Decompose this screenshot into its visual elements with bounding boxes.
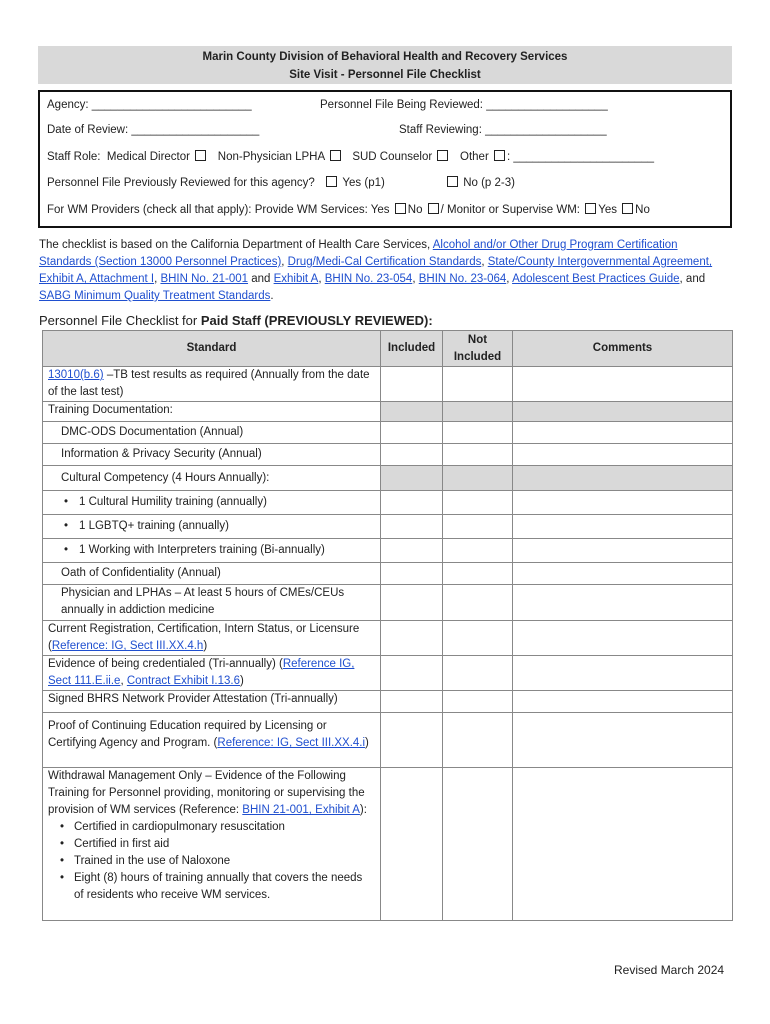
table-row	[43, 491, 733, 515]
list-item: • Certified in cardiopulmonary resuscitation	[74, 819, 375, 836]
standard-text: )	[365, 737, 369, 749]
role-md-checkbox[interactable]	[195, 150, 206, 161]
standard-cell	[43, 539, 381, 563]
standard-cell	[43, 713, 381, 768]
intro-text: ,	[481, 256, 488, 268]
included-cell[interactable]	[381, 422, 443, 444]
included-cell[interactable]	[381, 491, 443, 515]
link-medi-cal-standards[interactable]: Drug/Medi-Cal Certification Standards	[287, 256, 482, 268]
intro-text: and	[248, 273, 274, 285]
agency-field[interactable]: Agency: _________________________	[47, 99, 252, 111]
not-included-cell[interactable]	[443, 539, 513, 563]
link-13010[interactable]: 13010(b.6)	[48, 369, 104, 381]
standard-cell: Cultural Competency (4 Hours Annually):	[43, 466, 381, 491]
included-cell[interactable]	[381, 444, 443, 466]
bullet-icon: •	[63, 496, 69, 508]
not-included-cell[interactable]	[443, 444, 513, 466]
standard-cell	[43, 367, 381, 402]
comments-cell[interactable]	[513, 621, 733, 656]
standard-text: 1 Working with Interpreters training (Bi-annually)	[79, 544, 325, 556]
included-cell[interactable]	[381, 563, 443, 585]
role-sud-label: SUD Counselor	[352, 151, 433, 163]
wm-training-list	[48, 819, 375, 904]
standard-cell: Training Documentation:	[43, 402, 381, 422]
standard-cell	[43, 491, 381, 515]
table-row	[43, 402, 733, 422]
comments-cell[interactable]	[513, 768, 733, 921]
standard-cell	[43, 768, 381, 921]
document-header	[38, 46, 732, 84]
info-box	[38, 90, 732, 228]
prev-yes-label: Yes (p1)	[342, 177, 385, 189]
link-exhibit-a[interactable]: Exhibit A	[273, 273, 319, 285]
table-row	[43, 563, 733, 585]
link-certification-standards[interactable]: Alcohol and/or Other Drug Program Certification Standards (Section 13000 Personnel Practices)	[39, 239, 678, 268]
intro-text: ,	[318, 273, 325, 285]
staff-reviewing-field[interactable]: Staff Reviewing: ___________________	[399, 124, 607, 136]
not-included-cell[interactable]	[443, 515, 513, 539]
not-included-cell[interactable]	[443, 422, 513, 444]
date-review-field[interactable]: Date of Review: ____________________	[47, 124, 260, 136]
list-item: • Certified in first aid	[74, 836, 375, 853]
standard-text: Proof of Continuing Education required by Licensing or Certifying Agency and Program. (	[48, 720, 327, 749]
intro-text: ,	[281, 256, 288, 268]
wm-yes-checkbox[interactable]	[395, 203, 406, 214]
link-ig-sect-111[interactable]: Reference IG, Sect 111.E.ii.e	[48, 658, 355, 687]
table-row	[43, 466, 733, 491]
staff-role-row	[47, 150, 654, 163]
standard-cell	[43, 515, 381, 539]
standard-text: Current Registration, Certification, Intern Status, or Licensure (	[48, 623, 360, 652]
intro-paragraph	[39, 237, 729, 305]
standard-text: ):	[359, 804, 367, 816]
table-row	[43, 621, 733, 656]
bullet-icon: •	[63, 520, 69, 532]
list-item: • Eight (8) hours of training annually that covers the needs of residents who receive WM services.	[74, 870, 375, 904]
link-contract-exhibit[interactable]: Contract Exhibit I.13.6	[126, 675, 240, 687]
table-row	[43, 585, 733, 621]
included-cell	[381, 402, 443, 422]
link-ig-sect-iii-xx-4h[interactable]: Reference: IG, Sect III.XX.4.h	[51, 640, 204, 652]
comments-cell[interactable]	[513, 563, 733, 585]
not-included-cell[interactable]	[443, 768, 513, 921]
wm-monitor-label: / Monitor or Supervise WM:	[440, 204, 580, 216]
intro-text: ,	[154, 273, 161, 285]
comments-cell[interactable]	[513, 367, 733, 402]
link-bhin-23-064[interactable]: BHIN No. 23-064	[418, 273, 507, 285]
link-ig-sect-iii-xx-4i[interactable]: Reference: IG, Sect III.XX.4.i	[217, 737, 366, 749]
comments-cell[interactable]	[513, 422, 733, 444]
not-included-cell[interactable]	[443, 367, 513, 402]
included-cell[interactable]	[381, 621, 443, 656]
wm-monitor-yes-checkbox[interactable]	[585, 203, 596, 214]
wm-no-checkbox[interactable]	[428, 203, 439, 214]
staff-role-label: Staff Role:	[47, 151, 101, 163]
table-row	[43, 367, 733, 402]
standard-cell	[43, 656, 381, 691]
link-sabg-standards[interactable]: SABG Minimum Quality Treatment Standards	[39, 290, 271, 302]
table-row	[43, 691, 733, 713]
wm-monitor-no-label: No	[635, 204, 650, 216]
revised-date: Revised March 2024	[614, 963, 725, 977]
prev-reviewed-row	[47, 176, 385, 189]
comments-cell[interactable]	[513, 444, 733, 466]
comments-cell	[513, 466, 733, 491]
col-comments: Comments	[513, 331, 733, 367]
intro-text: The checklist is based on the California Department of Health Care Services,	[39, 239, 433, 251]
link-bhin-21-001[interactable]: BHIN No. 21-001	[160, 273, 249, 285]
col-not-included: Not Included	[443, 331, 513, 367]
included-cell[interactable]	[381, 367, 443, 402]
standard-cell	[43, 621, 381, 656]
wm-label: For WM Providers (check all that apply): Provide WM Services: Yes	[47, 204, 390, 216]
checklist-table	[42, 330, 733, 921]
not-included-cell[interactable]	[443, 656, 513, 691]
not-included-cell	[443, 466, 513, 491]
link-bhin-21-001-exhibit-a[interactable]: BHIN 21-001, Exhibit A	[242, 804, 360, 816]
standard-cell: DMC-ODS Documentation (Annual)	[43, 422, 381, 444]
not-included-cell[interactable]	[443, 691, 513, 713]
intro-text: .	[270, 290, 274, 302]
included-cell[interactable]	[381, 713, 443, 768]
standard-cell: Information & Privacy Security (Annual)	[43, 444, 381, 466]
comments-cell[interactable]	[513, 585, 733, 621]
table-row	[43, 713, 733, 768]
role-sud-checkbox[interactable]	[437, 150, 448, 161]
wm-no-label: No	[407, 204, 423, 216]
not-included-cell[interactable]	[443, 621, 513, 656]
standard-text: )	[203, 640, 208, 652]
not-included-cell	[443, 402, 513, 422]
bullet-icon: •	[63, 544, 69, 556]
section-title	[39, 313, 433, 328]
table-row	[43, 422, 733, 444]
standard-text: Evidence of being credentialed (Tri-annually) (	[48, 658, 283, 670]
standard-cell: Signed BHRS Network Provider Attestation (Tri-annually)	[43, 691, 381, 713]
standard-text: Withdrawal Management Only – Evidence of the Following Training for Personnel providing, monitoring or supervising the provision of WM services (Reference:	[48, 770, 365, 816]
included-cell[interactable]	[381, 539, 443, 563]
table-row	[43, 656, 733, 691]
standard-text: 1 LGBTQ+ training (annually)	[79, 520, 229, 532]
included-cell	[381, 466, 443, 491]
not-included-cell[interactable]	[443, 491, 513, 515]
prev-no-checkbox[interactable]	[447, 176, 458, 187]
org-title: Marin County Division of Behavioral Health and Recovery Services	[202, 51, 568, 63]
comments-cell	[513, 402, 733, 422]
comments-cell[interactable]	[513, 491, 733, 515]
not-included-cell[interactable]	[443, 585, 513, 621]
file-reviewed-field[interactable]: Personnel File Being Reviewed: ___________________	[320, 99, 608, 111]
role-other-checkbox[interactable]	[494, 150, 505, 161]
table-row	[43, 515, 733, 539]
link-bhin-23-054[interactable]: BHIN No. 23-054	[324, 273, 413, 285]
comments-cell[interactable]	[513, 539, 733, 563]
comments-cell[interactable]	[513, 691, 733, 713]
col-standard: Standard	[43, 331, 381, 367]
comments-cell[interactable]	[513, 656, 733, 691]
not-included-cell[interactable]	[443, 713, 513, 768]
link-intergovernmental-agreement[interactable]: State/County Intergovernmental Agreement, Exhibit A, Attachment I	[39, 256, 713, 285]
form-title: Site Visit - Personnel File Checklist	[289, 69, 481, 81]
standard-text: ,	[120, 675, 127, 687]
standard-text: 1 Cultural Humility training (annually)	[79, 496, 267, 508]
included-cell[interactable]	[381, 691, 443, 713]
comments-cell[interactable]	[513, 515, 733, 539]
table-row	[43, 768, 733, 921]
not-included-cell[interactable]	[443, 563, 513, 585]
table-header-row	[43, 331, 733, 367]
role-md-label: Medical Director	[106, 151, 190, 163]
section-title-prefix: Personnel File Checklist for	[39, 313, 201, 328]
comments-cell[interactable]	[513, 713, 733, 768]
role-other-label: Other	[460, 151, 489, 163]
section-title-bold: Paid Staff (PREVIOUSLY REVIEWED):	[200, 313, 433, 328]
role-lpha-checkbox[interactable]	[330, 150, 341, 161]
included-cell[interactable]	[381, 768, 443, 921]
table-row	[43, 539, 733, 563]
standard-cell: Physician and LPHAs – At least 5 hours of CMEs/CEUs annually in addiction medicine	[43, 585, 381, 621]
list-item: • Trained in the use of Naloxone	[74, 853, 375, 870]
prev-no-option	[445, 176, 515, 189]
standard-text: )	[240, 675, 244, 687]
included-cell[interactable]	[381, 656, 443, 691]
prev-no-label: No (p 2-3)	[463, 177, 515, 189]
role-other-field[interactable]: : ______________________	[506, 151, 655, 163]
wm-monitor-yes-label: Yes	[598, 204, 617, 216]
col-included: Included	[381, 331, 443, 367]
intro-text: , and	[679, 273, 706, 285]
prev-reviewed-label: Personnel File Previously Reviewed for this agency?	[47, 177, 315, 189]
link-adolescent-guide[interactable]: Adolescent Best Practices Guide	[512, 273, 680, 285]
wm-monitor-no-checkbox[interactable]	[622, 203, 633, 214]
role-lpha-label: Non-Physician LPHA	[217, 151, 325, 163]
intro-text: ,	[412, 273, 419, 285]
prev-yes-checkbox[interactable]	[326, 176, 337, 187]
wm-row	[47, 203, 650, 216]
standard-text: –TB test results as required (Annually from the date of the last test)	[48, 369, 370, 398]
standard-cell: Oath of Confidentiality (Annual)	[43, 563, 381, 585]
included-cell[interactable]	[381, 585, 443, 621]
included-cell[interactable]	[381, 515, 443, 539]
table-row	[43, 444, 733, 466]
intro-text: ,	[506, 273, 513, 285]
